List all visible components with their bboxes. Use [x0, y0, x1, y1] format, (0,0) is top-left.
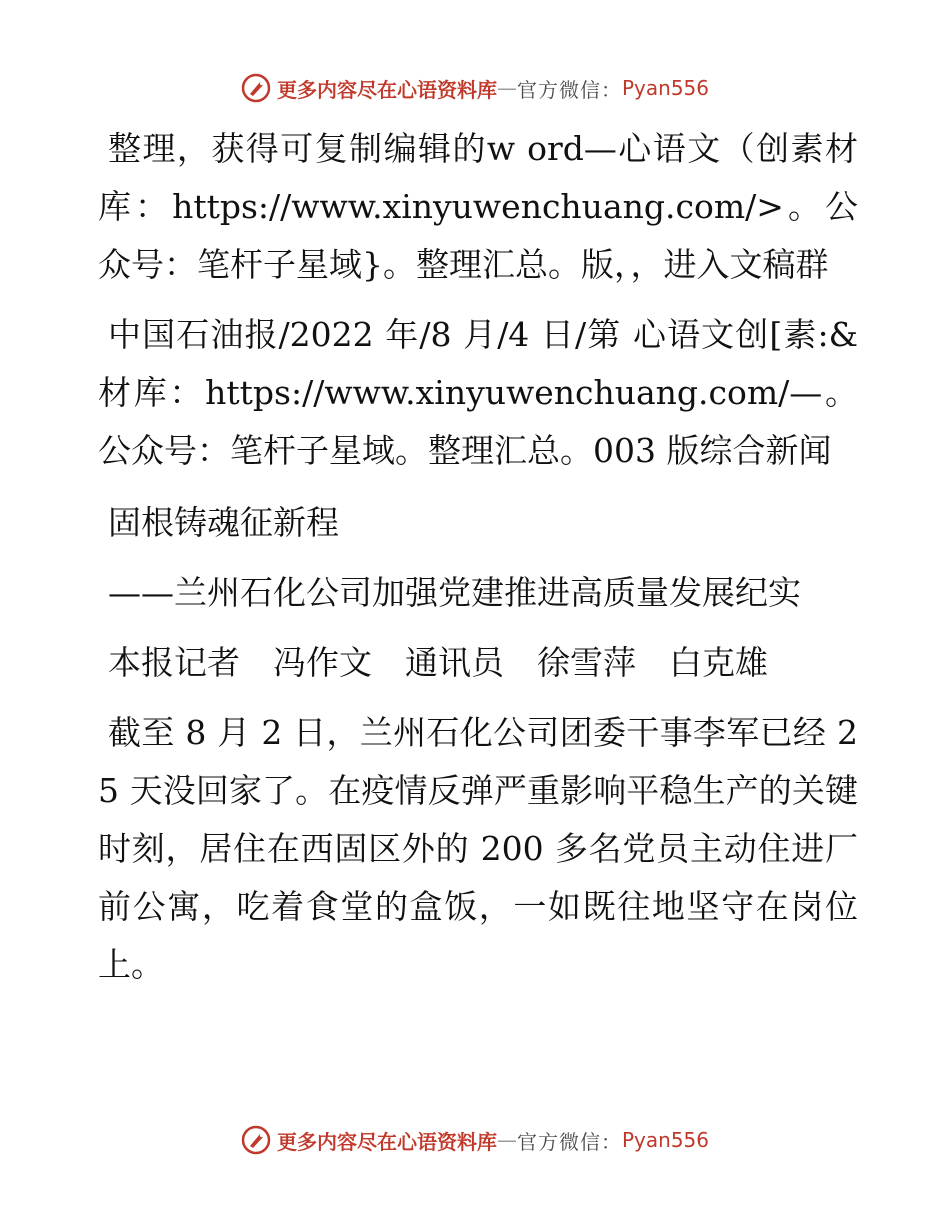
body-paragraph: 截至 8 月 2 日，兰州石化公司团委干事李军已经 25 天没回家了。在疫情反弹严重影响平稳生产的关键时刻，居住在西固区外的 200 多名党员主动住进厂前公寓，吃着食堂的盒饭，一如既往地坚守在岗位上。: [98, 713, 858, 984]
header-banner: [0, 70, 950, 106]
banner-separator: —: [496, 76, 517, 100]
article-subtitle: ——兰州石化公司加强党建推进高质量发展纪实: [108, 573, 801, 612]
banner-wechat-id: Pyan556: [621, 76, 709, 100]
pen-nib-logo-icon: [241, 73, 271, 103]
article-title: 固根铸魂征新程: [108, 503, 339, 542]
banner-main-text: 更多内容尽在心语资料库: [276, 1129, 497, 1154]
banner-main-text: 更多内容尽在心语资料库: [276, 77, 497, 102]
source-paragraph: 中国石油报/2022 年/8 月/4 日/第 心语文创[素:&材库：https://www.xinyuwenchuang.com/—。公众号：笔杆子星域。整理汇总。003 版综合新闻: [98, 315, 858, 470]
article-byline: 本报记者 冯作文 通讯员 徐雪萍 白克雄: [108, 643, 768, 682]
banner-wechat-id: Pyan556: [621, 1128, 709, 1152]
banner-separator: —: [496, 1128, 517, 1152]
article-content: [98, 120, 858, 994]
banner-wechat-label: 官方微信：: [516, 77, 622, 102]
footer-banner: [0, 1122, 950, 1158]
pen-nib-logo-icon: [241, 1125, 271, 1155]
banner-wechat-label: 官方微信：: [516, 1129, 622, 1154]
intro-paragraph: 整理，获得可复制编辑的w ord—心语文（创素材库：https://www.xinyuwenchuang.com/>。公众号：笔杆子星域}。整理汇总。版，，进入文稿群: [98, 129, 858, 284]
